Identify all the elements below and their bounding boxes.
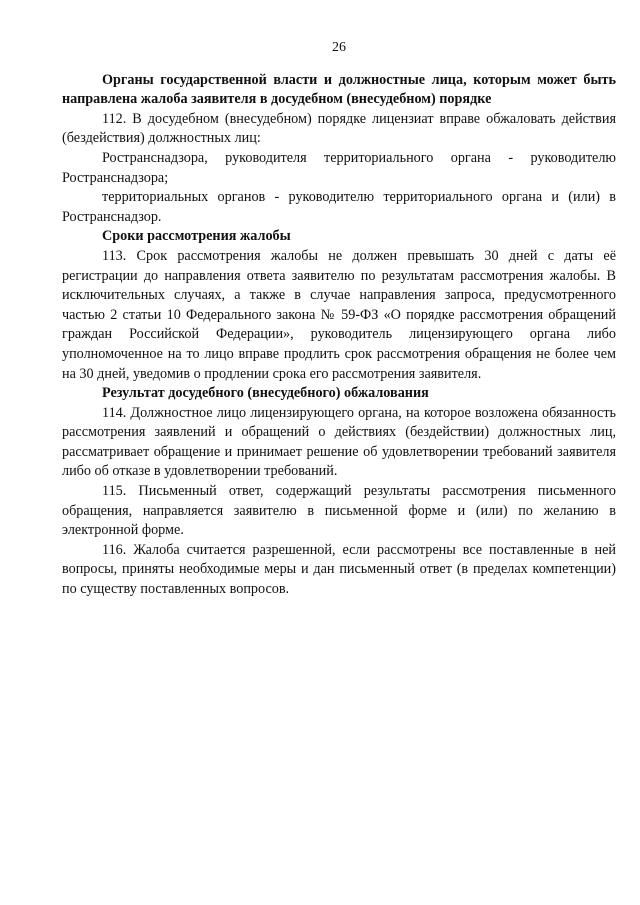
- section-heading-appeal-result: Результат досудебного (внесудебного) обжалования: [102, 385, 429, 402]
- paragraph-113: 113. Срок рассмотрения жалобы не должен превышать 30 дней с даты её регистрации до направления ответа заявителю по результатам рассмотрения жалобы. В исключительных случаях, а также в случае направления запроса, предусмотренного частью 2 статьи 10 Федерального закона № 59-ФЗ «О порядке рассмотрения обращений граждан Российской Федерации», руководитель лицензирующего органа либо уполномоченное на то лицо вправе продлить срок рассмотрения обращения не более чем на 30 дней, уведомив о продлении срока его рассмотрения заявителя.: [62, 247, 616, 382]
- paragraph-112: 112. В досудебном (внесудебном) порядке лицензиат вправе обжаловать действия (бездействия) должностных лиц:: [62, 110, 616, 147]
- list-item-territorial-bodies: территориальных органов - руководителю территориального органа и (или) в Ространснадзор.: [62, 189, 616, 225]
- page-number: 26: [332, 40, 346, 55]
- paragraph-114: 114. Должностное лицо лицензирующего органа, на которое возложена обязанность рассмотрения заявлений и обращений о действиях (бездействии) должностных лиц, рассматривает обращение и принимает решение об удовлетворении требований заявителя либо об отказе в удовлетворении требований.: [62, 404, 616, 480]
- section-heading-complaint-authorities: Органы государственной власти и должностные лица, которым может быть направлена жалоба заявителя в досудебном (внесудебном) порядке: [62, 71, 616, 108]
- paragraph-116: 116. Жалоба считается разрешенной, если рассмотрены все поставленные в ней вопросы, приняты необходимые меры и дан письменный ответ (в пределах компетенции) по существу поставленных вопросов.: [62, 541, 616, 598]
- paragraph-115: 115. Письменный ответ, содержащий результаты рассмотрения письменного обращения, направляется заявителю в письменной форме и (или) по желанию в электронной форме.: [62, 483, 616, 539]
- list-item-rostransnadzor: Ространснадзора, руководителя территориального органа - руководителю Ространснадзора;: [62, 149, 616, 186]
- section-heading-review-terms: Сроки рассмотрения жалобы: [102, 228, 291, 245]
